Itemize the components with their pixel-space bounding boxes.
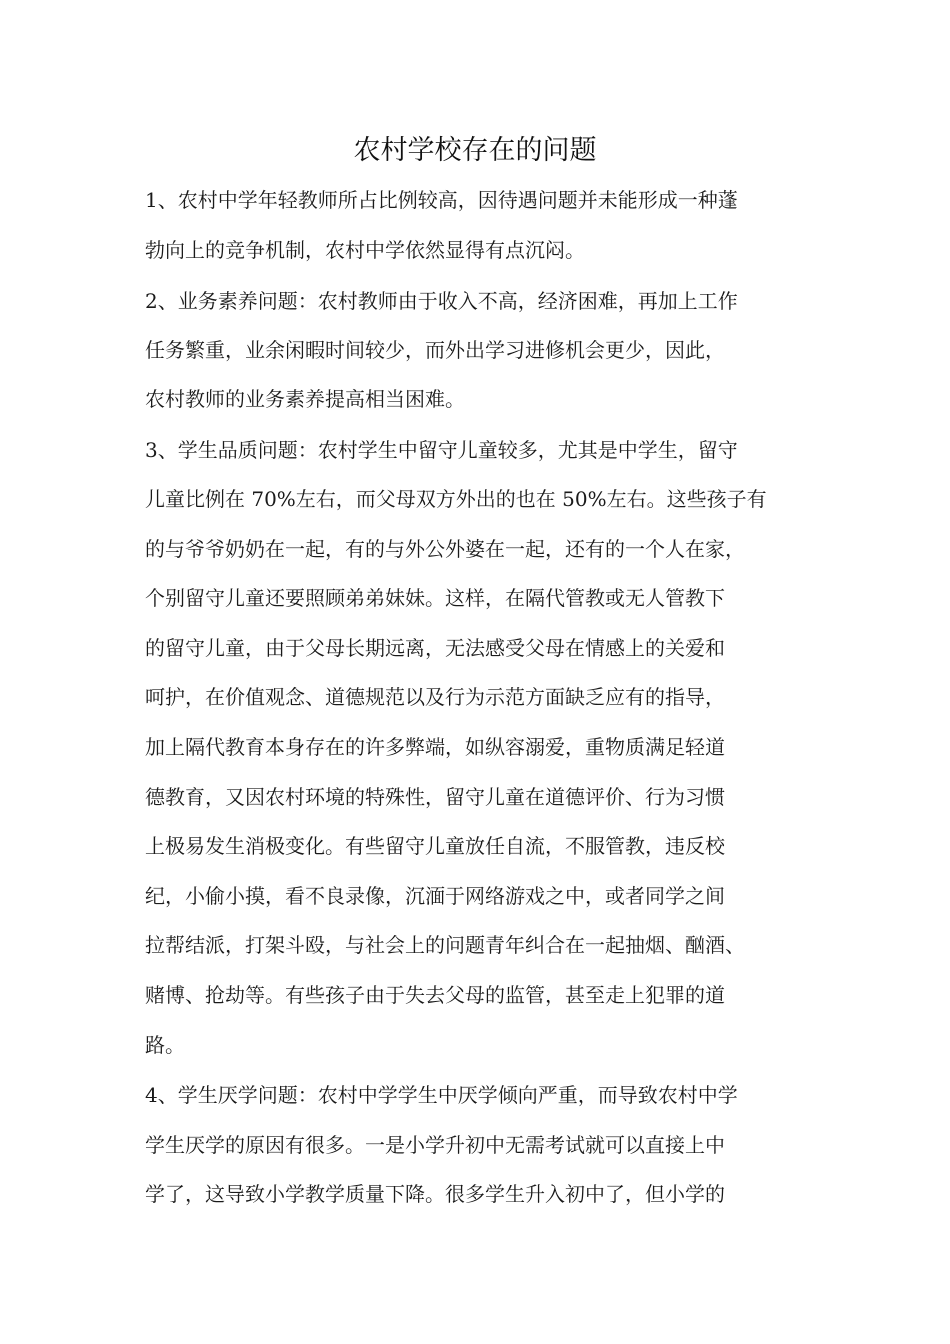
paragraph-line: 个别留守儿童还要照顾弟弟妹妹。这样，在隔代管教或无人管教下 xyxy=(145,586,725,610)
document-title: 农村学校存在的问题 xyxy=(353,135,597,166)
paragraph-line: 纪，小偷小摸，看不良录像，沉湎于网络游戏之中，或者同学之间 xyxy=(145,884,725,908)
paragraph-line: 的与爷爷奶奶在一起，有的与外公外婆在一起，还有的一个人在家， xyxy=(145,537,745,561)
paragraph-line: 德教育，又因农村环境的特殊性，留守儿童在道德评价、行为习惯 xyxy=(145,785,725,809)
paragraph-line: 农村教师的业务素养提高相当困难。 xyxy=(145,387,465,411)
paragraph-line: 4、学生厌学问题：农村中学学生中厌学倾向严重，而导致农村中学 xyxy=(145,1083,738,1107)
paragraph-line: 勃向上的竞争机制，农村中学依然显得有点沉闷。 xyxy=(145,238,585,262)
paragraph-line: 1、农村中学年轻教师所占比例较高，因待遇问题并未能形成一种蓬 xyxy=(145,188,738,212)
paragraph-line: 路。 xyxy=(145,1033,185,1057)
paragraph-line: 拉帮结派，打架斗殴，与社会上的问题青年纠合在一起抽烟、酗酒、 xyxy=(145,933,745,957)
paragraph-line: 的留守儿童，由于父母长期远离，无法感受父母在情感上的关爱和 xyxy=(145,636,725,660)
paragraph-line: 2、业务素养问题：农村教师由于收入不高，经济困难，再加上工作 xyxy=(145,289,738,313)
paragraph-line: 3、学生品质问题：农村学生中留守儿童较多，尤其是中学生，留守 xyxy=(145,438,738,462)
paragraph-line: 上极易发生消极变化。有些留守儿童放任自流，不服管教，违反校 xyxy=(145,834,725,858)
paragraph-line: 呵护，在价值观念、道德规范以及行为示范方面缺乏应有的指导， xyxy=(145,685,725,709)
paragraph-line: 儿童比例在 70%左右，而父母双方外出的也在 50%左右。这些孩子有 xyxy=(145,487,767,511)
paragraph-line: 任务繁重，业余闲暇时间较少，而外出学习进修机会更少，因此， xyxy=(145,338,725,362)
paragraph-line: 学了，这导致小学教学质量下降。很多学生升入初中了，但小学的 xyxy=(145,1182,725,1206)
paragraph-line: 加上隔代教育本身存在的许多弊端，如纵容溺爱，重物质满足轻道 xyxy=(145,735,725,759)
paragraph-line: 赌博、抢劫等。有些孩子由于失去父母的监管，甚至走上犯罪的道 xyxy=(145,983,725,1007)
paragraph-line: 学生厌学的原因有很多。一是小学升初中无需考试就可以直接上中 xyxy=(145,1133,725,1157)
